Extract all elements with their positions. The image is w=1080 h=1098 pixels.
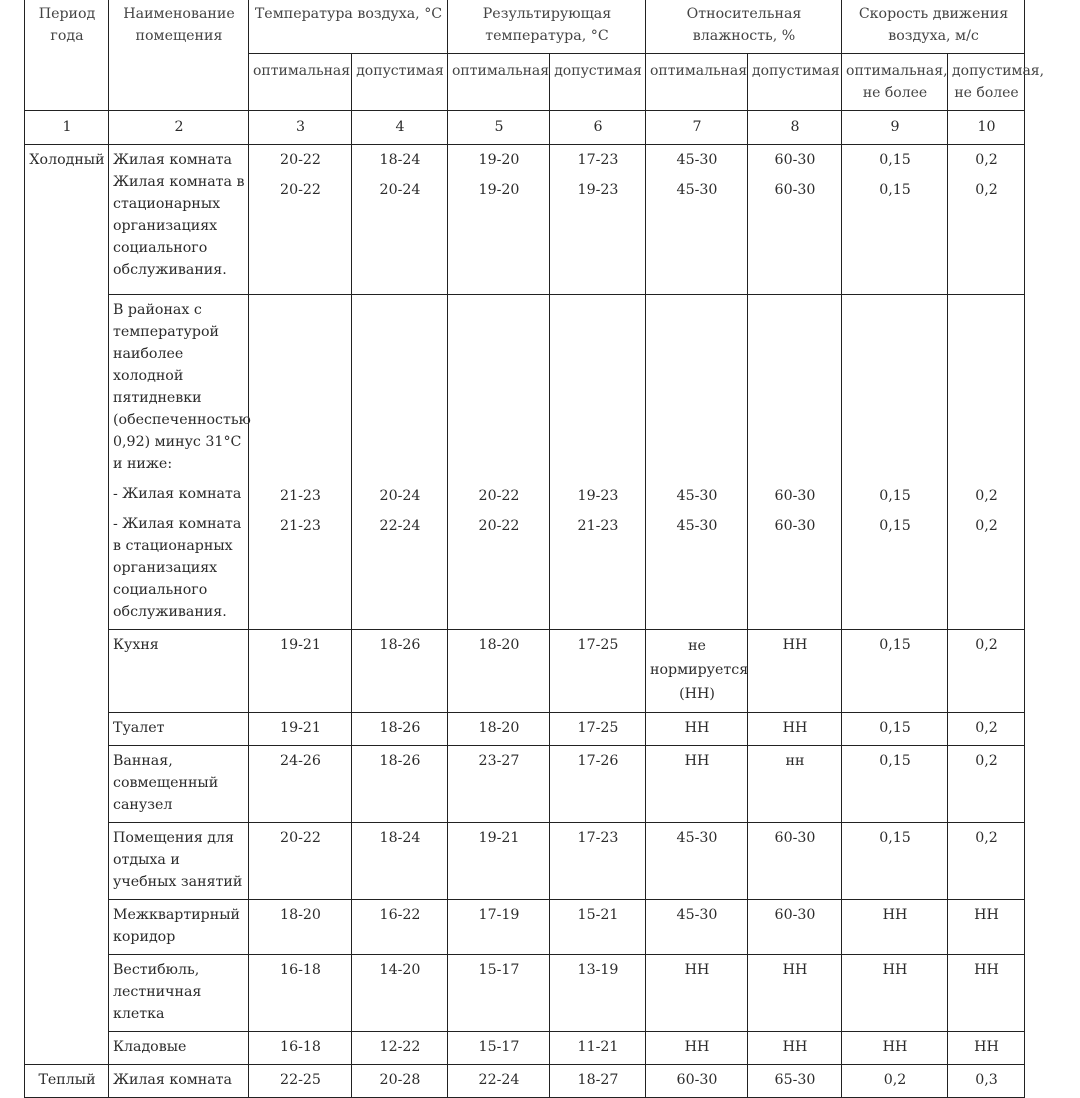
value-cell: 0,2 0,2 bbox=[948, 145, 1025, 295]
value-cell: 45-30 bbox=[646, 823, 748, 900]
value-cell: 17-25 bbox=[550, 630, 646, 713]
table-row bbox=[25, 823, 1025, 900]
table-row bbox=[25, 746, 1025, 823]
value-cell: 18-27 bbox=[550, 1065, 646, 1098]
period-cold: Холодный bbox=[25, 145, 109, 1065]
room-name: Жилая комната в стационарных организациях социального обслуживания. bbox=[113, 174, 245, 278]
value-cell: 60-30 60-30 bbox=[748, 145, 842, 295]
climate-norms-table bbox=[24, 0, 1045, 1098]
value-cell: 0,15 bbox=[842, 630, 948, 713]
room-name: - Жилая комната в стационарных организациях социального обслуживания. bbox=[113, 516, 242, 620]
table-row bbox=[25, 145, 1025, 295]
room-cell bbox=[109, 295, 249, 630]
value-cell: 16-18 bbox=[249, 955, 352, 1032]
value-cell: 60-30 bbox=[748, 823, 842, 900]
room-name: Кладовые bbox=[109, 1032, 249, 1065]
value-cell: 18-24 20-24 bbox=[352, 145, 448, 295]
period-warm: Теплый bbox=[25, 1065, 109, 1098]
subheader-optimal: оптимальная bbox=[646, 54, 748, 111]
subheader-permissible-max: допустимая, не более bbox=[948, 54, 1025, 111]
value-cell: НН bbox=[646, 746, 748, 823]
value-cell: 17-23 19-23 bbox=[550, 145, 646, 295]
value-cell: 21-23 21-23 bbox=[249, 295, 352, 630]
value-cell: 0,2 0,2 bbox=[948, 295, 1025, 630]
value-cell: НН bbox=[748, 1032, 842, 1065]
value-cell: НН bbox=[842, 1032, 948, 1065]
value-cell: 20-22 20-22 bbox=[448, 295, 550, 630]
value-cell: 18-26 bbox=[352, 713, 448, 746]
value-cell: НН bbox=[948, 1032, 1025, 1065]
table-row bbox=[25, 295, 1025, 630]
column-number: 9 bbox=[842, 111, 948, 145]
header-result-temp: Результирующая температура, °С bbox=[448, 0, 646, 54]
value-cell: 19-21 bbox=[249, 630, 352, 713]
value-cell: нн bbox=[748, 746, 842, 823]
value-cell: НН bbox=[748, 713, 842, 746]
value-cell: 17-25 bbox=[550, 713, 646, 746]
value-cell: 22-24 bbox=[448, 1065, 550, 1098]
value-cell: НН bbox=[948, 955, 1025, 1032]
header-air-temp: Температура воздуха, °С bbox=[249, 0, 448, 54]
column-number: 3 bbox=[249, 111, 352, 145]
value-cell: НН bbox=[748, 955, 842, 1032]
header-room: Наименование помещения bbox=[109, 0, 249, 111]
table-row bbox=[25, 1065, 1025, 1098]
room-name: Жилая комната bbox=[109, 1065, 249, 1098]
room-name: Ванная, совмещенный санузел bbox=[109, 746, 249, 823]
header-humidity: Относительная влажность, % bbox=[646, 0, 842, 54]
value-cell: 0,3 bbox=[948, 1065, 1025, 1098]
room-name: Помещения для отдыха и учебных занятий bbox=[109, 823, 249, 900]
value-cell: не нормируется (НН) bbox=[646, 630, 748, 713]
table-row bbox=[25, 955, 1025, 1032]
column-number: 1 bbox=[25, 111, 109, 145]
value-cell: 0,15 0,15 bbox=[842, 145, 948, 295]
room-name: Вестибюль, лестничная клетка bbox=[109, 955, 249, 1032]
value-cell: 0,15 bbox=[842, 823, 948, 900]
value-cell: 22-25 bbox=[249, 1065, 352, 1098]
value-cell: 60-30 60-30 bbox=[748, 295, 842, 630]
value-cell: 0,2 bbox=[948, 630, 1025, 713]
column-numbers-row bbox=[25, 111, 1025, 145]
value-cell: 60-30 bbox=[748, 900, 842, 955]
value-cell: 18-26 bbox=[352, 630, 448, 713]
value-cell: НН bbox=[842, 955, 948, 1032]
column-number: 7 bbox=[646, 111, 748, 145]
value-cell: 0,15 0,15 bbox=[842, 295, 948, 630]
value-cell: 20-24 22-24 bbox=[352, 295, 448, 630]
table-row bbox=[25, 713, 1025, 746]
value-cell: НН bbox=[948, 900, 1025, 955]
room-name: Межквартирный коридор bbox=[109, 900, 249, 955]
value-cell: НН bbox=[646, 713, 748, 746]
column-number: 10 bbox=[948, 111, 1025, 145]
value-cell: 15-21 bbox=[550, 900, 646, 955]
value-cell: 20-22 bbox=[249, 823, 352, 900]
value-cell: 0,15 bbox=[842, 713, 948, 746]
value-cell: 20-22 20-22 bbox=[249, 145, 352, 295]
value-cell: НН bbox=[748, 630, 842, 713]
value-cell: 65-30 bbox=[748, 1065, 842, 1098]
subheader-optimal: оптимальная bbox=[448, 54, 550, 111]
value-cell: 19-20 19-20 bbox=[448, 145, 550, 295]
subheader-optimal-max: оптимальная, не более bbox=[842, 54, 948, 111]
value-cell: НН bbox=[646, 1032, 748, 1065]
header-period: Период года bbox=[25, 0, 109, 111]
value-cell: 45-30 45-30 bbox=[646, 295, 748, 630]
column-number: 8 bbox=[748, 111, 842, 145]
value-cell: 0,15 bbox=[842, 746, 948, 823]
table-row bbox=[25, 630, 1025, 713]
subheader-permissible: допустимая bbox=[352, 54, 448, 111]
room-name: - Жилая комната bbox=[113, 486, 242, 502]
value-cell: 17-23 bbox=[550, 823, 646, 900]
value-cell: 45-30 bbox=[646, 900, 748, 955]
subheader-permissible: допустимая bbox=[550, 54, 646, 111]
value-cell: 18-20 bbox=[249, 900, 352, 955]
value-cell: 18-24 bbox=[352, 823, 448, 900]
value-cell: 18-20 bbox=[448, 630, 550, 713]
value-cell: 20-28 bbox=[352, 1065, 448, 1098]
value-cell: 14-20 bbox=[352, 955, 448, 1032]
value-cell: 60-30 bbox=[646, 1065, 748, 1098]
value-cell: 16-18 bbox=[249, 1032, 352, 1065]
room-intro: В районах с температурой наиболее холодной пятидневки (обеспеченностью 0,92) минус 31°С и ниже: bbox=[113, 302, 251, 472]
subheader-optimal: оптимальная bbox=[249, 54, 352, 111]
table-row bbox=[25, 1032, 1025, 1065]
value-cell: 45-30 45-30 bbox=[646, 145, 748, 295]
room-name: Жилая комната bbox=[113, 152, 232, 168]
value-cell: 18-20 bbox=[448, 713, 550, 746]
column-number: 4 bbox=[352, 111, 448, 145]
value-cell: 17-19 bbox=[448, 900, 550, 955]
value-cell: НН bbox=[646, 955, 748, 1032]
value-cell: 19-21 bbox=[448, 823, 550, 900]
value-cell: 19-23 21-23 bbox=[550, 295, 646, 630]
value-cell: 23-27 bbox=[448, 746, 550, 823]
value-cell: 16-22 bbox=[352, 900, 448, 955]
value-cell: 0,2 bbox=[948, 823, 1025, 900]
table-row bbox=[25, 900, 1025, 955]
value-cell: 19-21 bbox=[249, 713, 352, 746]
value-cell: 15-17 bbox=[448, 955, 550, 1032]
value-cell: 15-17 bbox=[448, 1032, 550, 1065]
room-name: Туалет bbox=[109, 713, 249, 746]
room-name: Кухня bbox=[109, 630, 249, 713]
value-cell: 11-21 bbox=[550, 1032, 646, 1065]
value-cell: 24-26 bbox=[249, 746, 352, 823]
header-air-speed: Скорость движения воздуха, м/с bbox=[842, 0, 1025, 54]
subheader-permissible: допустимая bbox=[748, 54, 842, 111]
value-cell: 17-26 bbox=[550, 746, 646, 823]
header-row bbox=[25, 0, 1025, 54]
column-number: 5 bbox=[448, 111, 550, 145]
value-cell: 13-19 bbox=[550, 955, 646, 1032]
value-cell: 0,2 bbox=[842, 1065, 948, 1098]
column-number: 6 bbox=[550, 111, 646, 145]
value-cell: 18-26 bbox=[352, 746, 448, 823]
value-cell: НН bbox=[842, 900, 948, 955]
column-number: 2 bbox=[109, 111, 249, 145]
room-cell bbox=[109, 145, 249, 295]
value-cell: 0,2 bbox=[948, 713, 1025, 746]
value-cell: 0,2 bbox=[948, 746, 1025, 823]
value-cell: 12-22 bbox=[352, 1032, 448, 1065]
